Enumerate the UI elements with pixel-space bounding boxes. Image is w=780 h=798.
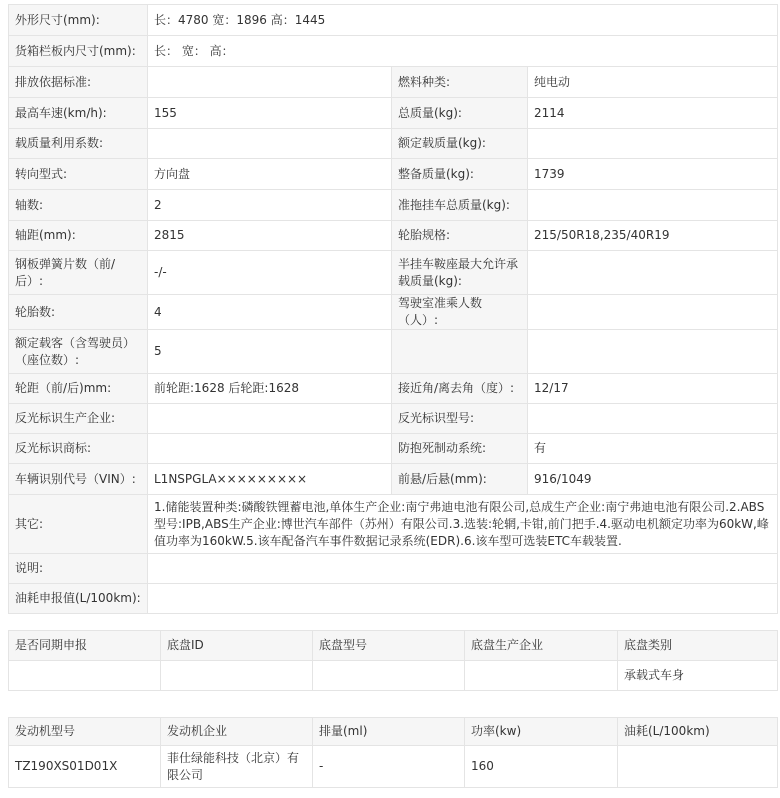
spec-label: 轮胎规格:: [392, 221, 528, 251]
spec-value: -/-: [148, 251, 392, 295]
spec-row: [9, 330, 778, 374]
spec-label: 驾驶室准乘人数（人）:: [392, 295, 528, 330]
engine-maker: 菲仕绿能科技（北京）有限公司: [161, 746, 313, 788]
spec-row: [9, 464, 778, 495]
spec-row: [9, 374, 778, 404]
engine-header-model: 发动机型号: [9, 718, 161, 746]
chassis-header-id: 底盘ID: [161, 631, 313, 661]
dimensions-label: 外形尺寸(mm):: [9, 5, 148, 36]
spec-value: [148, 404, 392, 434]
spec-value: 215/50R18,235/40R19: [528, 221, 778, 251]
chassis-header-category: 底盘类别: [618, 631, 778, 661]
spec-label: 燃料种类:: [392, 67, 528, 98]
spec-value: 方向盘: [148, 159, 392, 190]
spec-label: 反光标识生产企业:: [9, 404, 148, 434]
cargo-box-label: 货箱栏板内尺寸(mm):: [9, 36, 148, 67]
chassis-header-maker: 底盘生产企业: [465, 631, 618, 661]
spec-label: 准拖挂车总质量(kg):: [392, 190, 528, 221]
chassis-table: [8, 630, 778, 691]
spec-value: 前轮距:1628 后轮距:1628: [148, 374, 392, 404]
spec-row: [9, 159, 778, 190]
spec-label: 车辆识别代号（VIN）:: [9, 464, 148, 495]
chassis-maker: [465, 661, 618, 691]
engine-header-fuel: 油耗(L/100km): [618, 718, 778, 746]
spec-value: 155: [148, 98, 392, 129]
spec-value: 纯电动: [528, 67, 778, 98]
engine-header-displacement: 排量(ml): [313, 718, 465, 746]
spec-row: [9, 129, 778, 159]
cargo-box-value: 长： 宽： 高：: [148, 36, 778, 67]
spec-row: [9, 98, 778, 129]
spec-row: [9, 190, 778, 221]
spec-row: [9, 221, 778, 251]
spec-value: 916/1049: [528, 464, 778, 495]
chassis-id: [161, 661, 313, 691]
engine-header-power: 功率(kw): [465, 718, 618, 746]
spec-value: 5: [148, 330, 392, 374]
spec-label: 额定载质量(kg):: [392, 129, 528, 159]
spec-label: 转向型式:: [9, 159, 148, 190]
other-value: 1.储能装置种类:磷酸铁锂蓄电池,单体生产企业:南宁弗迪电池有限公司,总成生产企业:南宁弗迪电池有限公司.2.ABS型号:IPB,ABS生产企业:博世汽车部件（苏州）有限公司.3.选装:轮辋,卡钳,前门把手.4.驱动电机额定功率为60kW,峰值功率为160kW.5.该车配备汽车事件数据记录系统(EDR).6.该车型可选装ETC车载装置.: [148, 495, 778, 554]
spec-label: 排放依据标准:: [9, 67, 148, 98]
spec-label: 反光标识型号:: [392, 404, 528, 434]
spec-row: [9, 251, 778, 295]
spec-label: 反光标识商标:: [9, 434, 148, 464]
spec-value: 2815: [148, 221, 392, 251]
spec-label: 额定载客（含驾驶员）（座位数）:: [9, 330, 148, 374]
spec-value: 有: [528, 434, 778, 464]
spec-label: 轮距（前/后)mm:: [9, 374, 148, 404]
spec-row: [9, 295, 778, 330]
other-label: 其它:: [9, 495, 148, 554]
spec-label: 最高车速(km/h):: [9, 98, 148, 129]
chassis-same-period: [9, 661, 161, 691]
engine-table: [8, 717, 778, 788]
spec-label: 载质量利用系数:: [9, 129, 148, 159]
spec-value: [148, 434, 392, 464]
spec-row: [9, 67, 778, 98]
spec-label: 轴距(mm):: [9, 221, 148, 251]
spec-label: [392, 330, 528, 374]
spec-label: 半挂车鞍座最大允许承载质量(kg):: [392, 251, 528, 295]
vehicle-spec-table: [8, 4, 778, 614]
fuel-report-value: [148, 584, 778, 614]
chassis-model: [313, 661, 465, 691]
notes-value: [148, 554, 778, 584]
engine-header-maker: 发动机企业: [161, 718, 313, 746]
spec-label: 防抱死制动系统:: [392, 434, 528, 464]
spec-label: 接近角/离去角（度）:: [392, 374, 528, 404]
spec-value: 2114: [528, 98, 778, 129]
spec-label: 前悬/后悬(mm):: [392, 464, 528, 495]
engine-fuel: [618, 746, 778, 788]
spec-value: [528, 251, 778, 295]
fuel-report-label: 油耗申报值(L/100km):: [9, 584, 148, 614]
spec-value: 1739: [528, 159, 778, 190]
spec-value: [148, 67, 392, 98]
spec-row: [9, 434, 778, 464]
engine-model: TZ190XS01D01X: [9, 746, 161, 788]
spec-label: 整备质量(kg):: [392, 159, 528, 190]
spec-value: [528, 295, 778, 330]
spec-value: 12/17: [528, 374, 778, 404]
spec-value: [528, 404, 778, 434]
chassis-header-same-period: 是否同期申报: [9, 631, 161, 661]
spec-label: 轴数:: [9, 190, 148, 221]
spec-value: L1NSPGLA×××××××××: [148, 464, 392, 495]
spec-label: 总质量(kg):: [392, 98, 528, 129]
spec-value: [528, 129, 778, 159]
dimensions-value: 长：4780 宽：1896 高：1445: [148, 5, 778, 36]
engine-power: 160: [465, 746, 618, 788]
chassis-category: 承载式车身: [618, 661, 778, 691]
spec-value: 4: [148, 295, 392, 330]
spec-label: 钢板弹簧片数（前/后）:: [9, 251, 148, 295]
chassis-header-model: 底盘型号: [313, 631, 465, 661]
spec-row: [9, 404, 778, 434]
spec-value: [528, 330, 778, 374]
notes-label: 说明:: [9, 554, 148, 584]
engine-displacement: -: [313, 746, 465, 788]
spec-value: [528, 190, 778, 221]
spec-value: [148, 129, 392, 159]
spec-label: 轮胎数:: [9, 295, 148, 330]
spec-value: 2: [148, 190, 392, 221]
